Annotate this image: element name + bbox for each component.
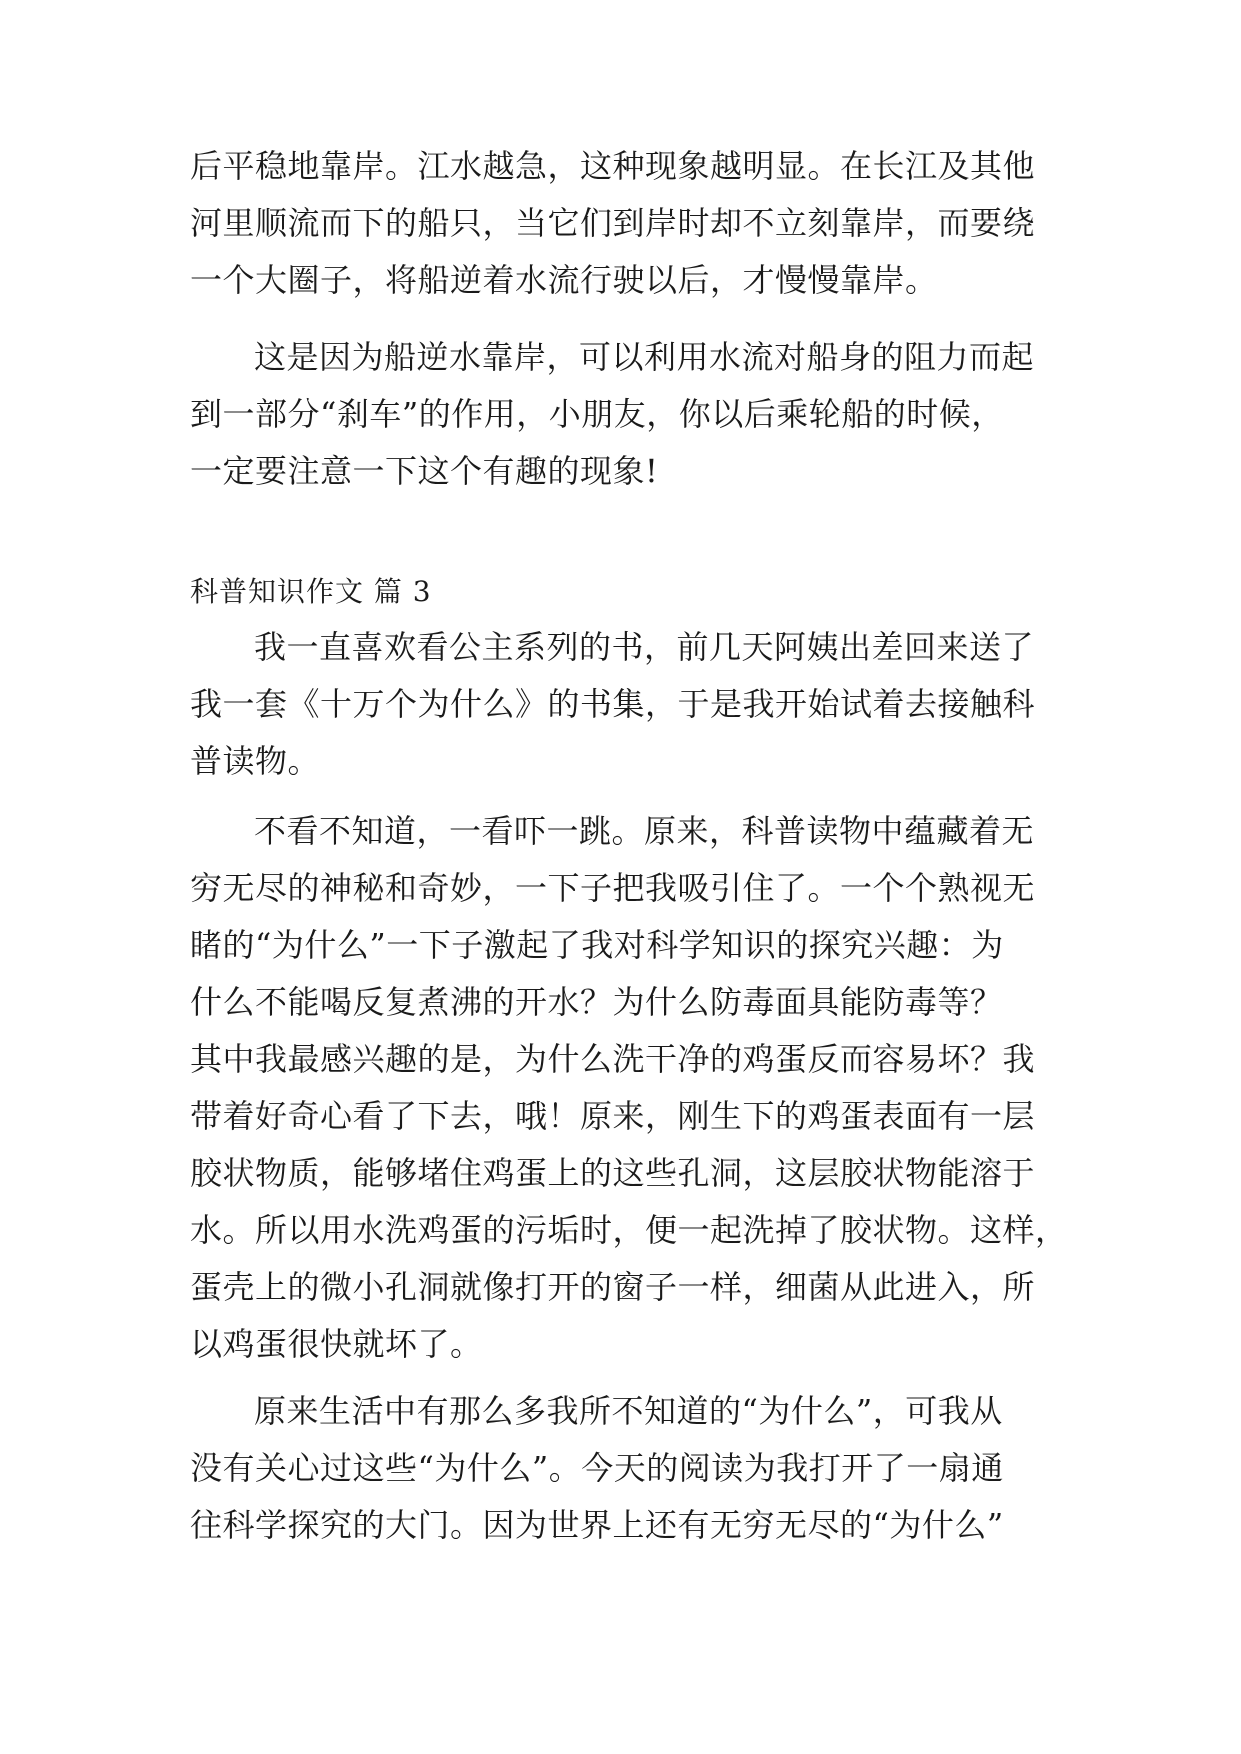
paragraph-line: 胶状物质，能够堵住鸡蛋上的这些孔洞，这层胶状物能溶于 — [190, 1154, 1036, 1192]
paragraph-line: 我一直喜欢看公主系列的书，前几天阿姨出差回来送了 — [254, 628, 1035, 666]
paragraph-line: 我一套《十万个为什么》的书集，于是我开始试着去接触科 — [190, 685, 1036, 723]
paragraph-line: 什么不能喝反复煮沸的开水？为什么防毒面具能防毒等？ — [190, 983, 1003, 1021]
paragraph-line: 睹的“为什么”一下子激起了我对科学知识的探究兴趣：为 — [190, 926, 1004, 964]
section-heading: 科普知识作文 篇 3 — [190, 575, 432, 608]
paragraph-line: 普读物。 — [190, 742, 321, 780]
paragraph-line: 以鸡蛋很快就坏了。 — [190, 1325, 483, 1363]
paragraph-line: 穷无尽的神秘和奇妙，一下子把我吸引住了。一个个熟视无 — [190, 869, 1036, 907]
paragraph-line: 一个大圈子，将船逆着水流行驶以后，才慢慢靠岸。 — [190, 261, 938, 299]
paragraph-line: 其中我最感兴趣的是，为什么洗干净的鸡蛋反而容易坏？我 — [190, 1040, 1036, 1078]
paragraph-line: 原来生活中有那么多我所不知道的“为什么”，可我从 — [254, 1392, 1003, 1430]
paragraph-line: 这是因为船逆水靠岸，可以利用水流对船身的阻力而起 — [254, 338, 1035, 376]
paragraph-line: 不看不知道，一看吓一跳。原来，科普读物中蕴藏着无 — [254, 812, 1035, 850]
paragraph-line: 后平稳地靠岸。江水越急，这种现象越明显。在长江及其他 — [190, 147, 1036, 185]
paragraph-line: 河里顺流而下的船只，当它们到岸时却不立刻靠岸，而要绕 — [190, 204, 1036, 242]
paragraph-line: 一定要注意一下这个有趣的现象! — [190, 452, 659, 490]
paragraph-line: 蛋壳上的微小孔洞就像打开的窗子一样，细菌从此进入，所 — [190, 1268, 1036, 1306]
paragraph-line: 水。所以用水洗鸡蛋的污垢时，便一起洗掉了胶状物。这样， — [190, 1211, 1068, 1249]
paragraph-line: 带着好奇心看了下去，哦！原来，刚生下的鸡蛋表面有一层 — [190, 1097, 1036, 1135]
paragraph-line: 往科学探究的大门。因为世界上还有无穷无尽的“为什么” — [190, 1506, 1004, 1544]
paragraph-line: 没有关心过这些“为什么”。今天的阅读为我打开了一扇通 — [190, 1449, 1004, 1487]
paragraph-line: 到一部分“刹车”的作用，小朋友，你以后乘轮船的时候， — [190, 395, 1004, 433]
